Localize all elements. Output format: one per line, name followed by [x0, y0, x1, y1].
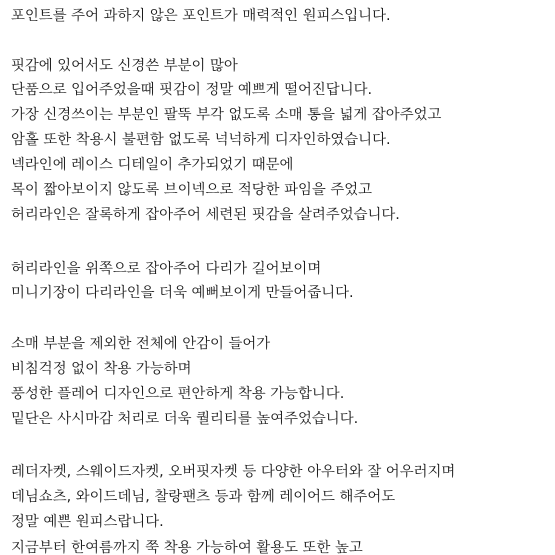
text-line: 암홀 또한 착용시 불편함 없도록 넉넉하게 디자인하였습니다. — [11, 132, 391, 148]
text-line: 소매 부분을 제외한 전체에 안감이 들어가 — [11, 336, 271, 352]
text-line: 핏감에 있어서도 신경쓴 부분이 많아 — [11, 58, 238, 74]
text-line: 허리라인은 잘록하게 잡아주어 세련된 핏감을 살려주었습니다. — [11, 207, 400, 223]
text-line: 지금부터 한여름까지 쭉 착용 가능하여 활용도 또한 높고 — [11, 540, 363, 555]
text-line: 목이 짧아보이지 않도록 브이넥으로 적당한 파임을 주었고 — [11, 182, 373, 198]
text-line: 포인트를 주어 과하지 않은 포인트가 매력적인 원피스입니다. — [11, 8, 391, 24]
text-line: 넥라인에 레이스 디테일이 추가되었기 때문에 — [11, 157, 294, 173]
text-line: 가장 신경쓰이는 부분인 팔뚝 부각 없도록 소매 통을 넓게 잡아주었고 — [11, 107, 442, 123]
text-line: 밑단은 사시마감 처리로 더욱 퀄리티를 높여주었습니다. — [11, 411, 359, 427]
text-line: 단품으로 입어주었을때 핏감이 정말 예쁘게 떨어진답니다. — [11, 82, 373, 98]
text-line: 데님쇼츠, 와이드데님, 찰랑팬츠 등과 함께 레이어드 해주어도 — [11, 489, 396, 505]
text-line: 비침걱정 없이 착용 가능하며 — [11, 361, 192, 377]
text-line: 풍성한 플레어 디자인으로 편안하게 착용 가능합니다. — [11, 386, 345, 402]
text-line: 미니기장이 다리라인을 더욱 예뻐보이게 만들어줍니다. — [11, 285, 354, 301]
text-line: 허리라인을 위쪽으로 잡아주어 다리가 길어보이며 — [11, 261, 322, 277]
text-line: 레더자켓, 스웨이드자켓, 오버핏자켓 등 다양한 아우터와 잘 어우러지며 — [11, 464, 456, 480]
text-line: 정말 예쁜 원피스랍니다. — [11, 514, 164, 530]
